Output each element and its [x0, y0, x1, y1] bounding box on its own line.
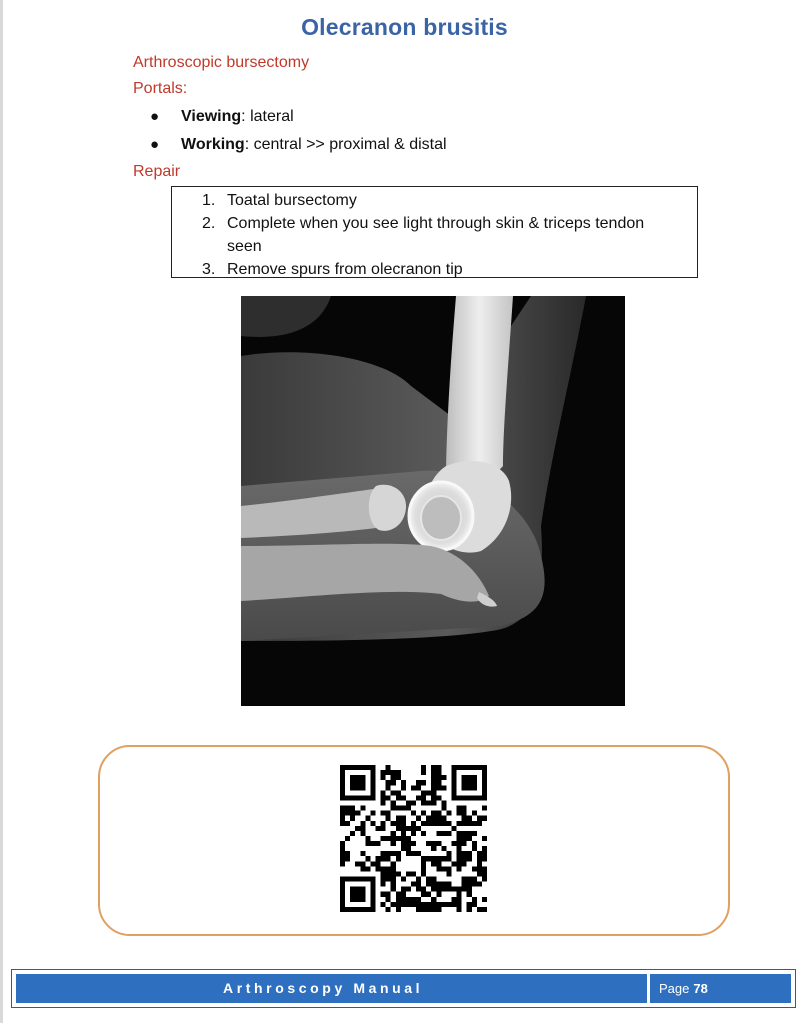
portals-list: [150, 105, 447, 161]
procedure-heading: Arthroscopic bursectomy: [133, 54, 310, 71]
repair-heading: Repair: [133, 163, 181, 180]
repair-step: [202, 258, 682, 281]
portal-item: [150, 105, 447, 133]
repair-step: [202, 189, 682, 212]
page-label: Page: [659, 981, 690, 996]
portal-label: Working: [181, 136, 245, 153]
qr-code-icon[interactable]: [340, 765, 487, 912]
portals-heading: Portals:: [133, 80, 188, 97]
portal-label: Viewing: [181, 108, 242, 125]
portal-detail: : central >> proximal & distal: [244, 136, 447, 153]
step-text: Remove spurs from olecranon tip: [227, 261, 463, 278]
step-text: Toatal bursectomy: [227, 192, 357, 209]
footer-page-number: [650, 974, 791, 1003]
bullet-icon: ●: [150, 108, 160, 125]
elbow-xray-image: [241, 296, 625, 706]
page-number: 78: [693, 981, 708, 996]
portal-item: [150, 133, 447, 161]
step-number: 3.: [202, 261, 216, 278]
bullet-icon: ●: [150, 136, 160, 153]
repair-step: [202, 212, 682, 258]
step-number: 1.: [202, 192, 216, 209]
portal-detail: : lateral: [241, 108, 294, 125]
footer-book-title: Arthroscopy Manual: [16, 974, 647, 1003]
page-edge: [0, 0, 3, 1023]
step-text: Complete when you see light through skin & triceps tendon seen: [227, 215, 645, 255]
step-number: 2.: [202, 215, 216, 232]
repair-steps-box: [171, 186, 698, 278]
page-title: Olecranon brusitis: [301, 14, 508, 40]
repair-steps-list: [202, 189, 682, 281]
